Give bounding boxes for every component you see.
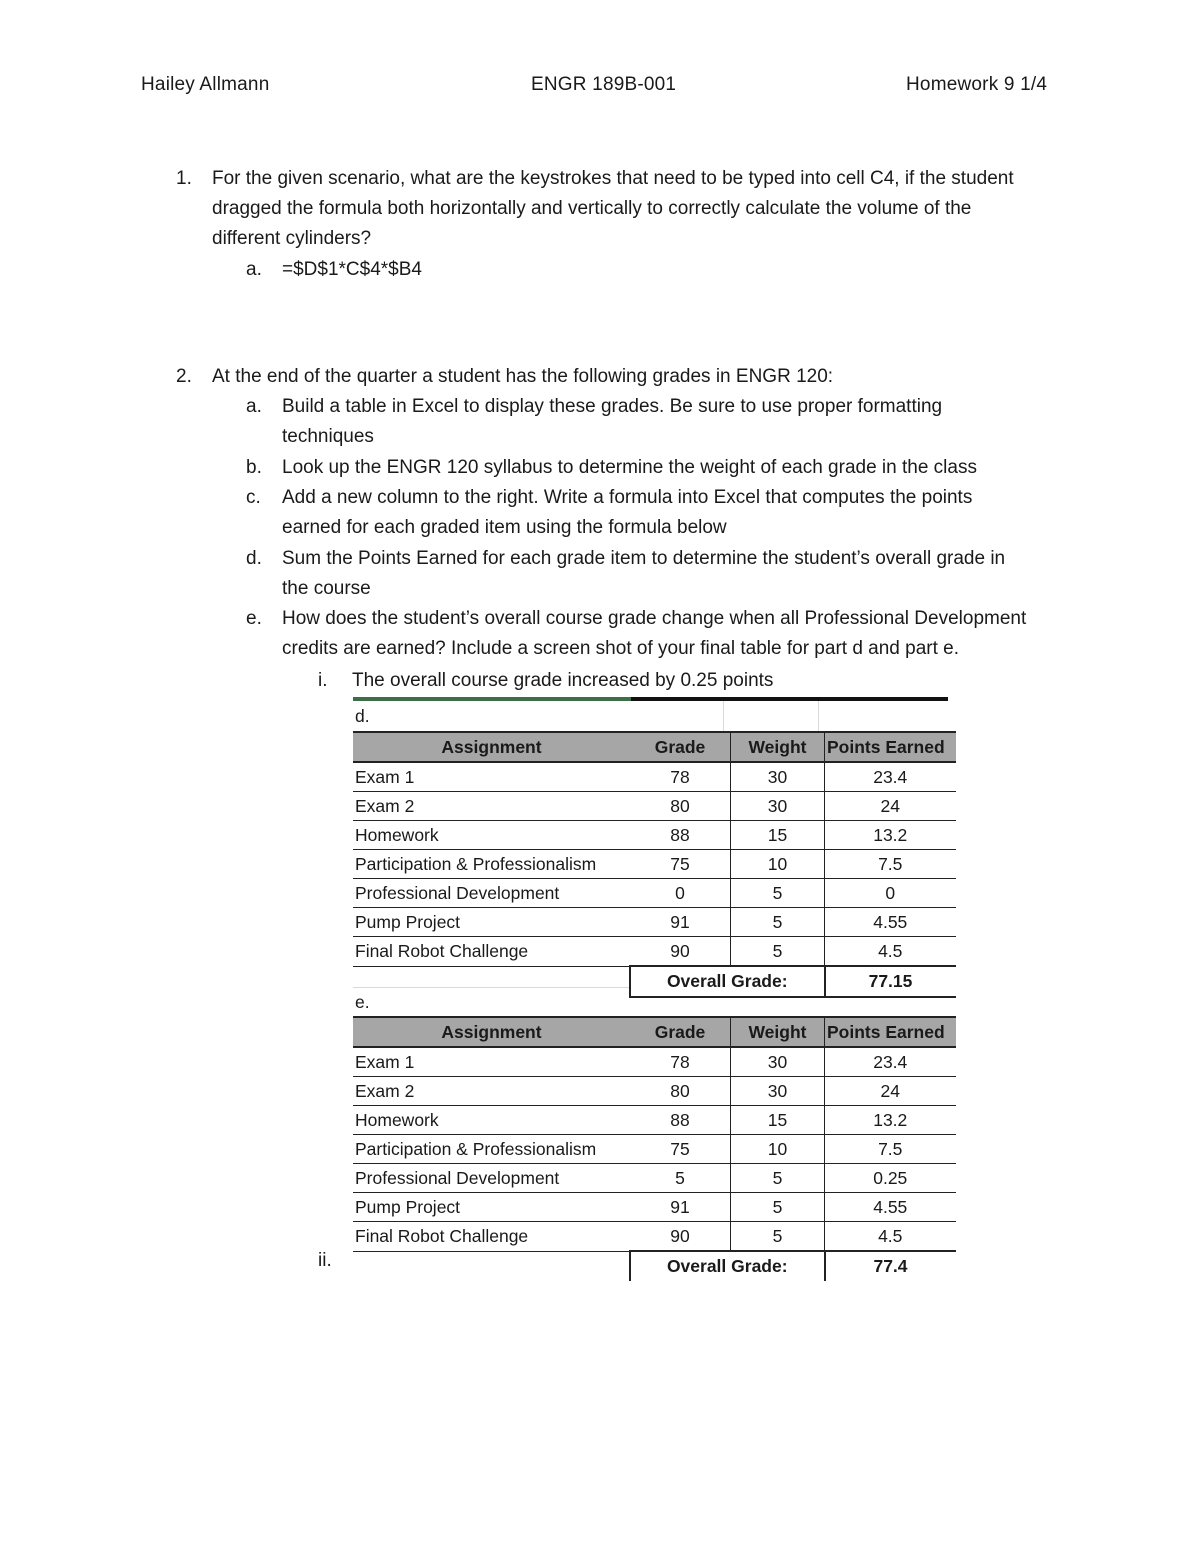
- cell-weight: 15: [731, 821, 825, 850]
- cell-points: 0: [825, 879, 956, 908]
- table-d-label: d.: [355, 706, 370, 726]
- q2-item-e-marker: e.: [246, 608, 262, 629]
- overall-grade-value: 77.15: [825, 966, 956, 997]
- gridline: [723, 701, 724, 731]
- cell-points: 7.5: [825, 1135, 956, 1164]
- q1-text-line2: dragged the formula both horizontally and vertically to correctly calculate the volume of the: [212, 198, 972, 219]
- header-weight: Weight: [731, 1017, 825, 1047]
- cell-grade: 91: [630, 1193, 731, 1222]
- table-row: [353, 1164, 956, 1193]
- cell-points: 13.2: [825, 1106, 956, 1135]
- cell-points: 0.25: [825, 1164, 956, 1193]
- cell-points: 23.4: [825, 762, 956, 792]
- cell-points: 7.5: [825, 850, 956, 879]
- table-e-label: e.: [355, 992, 370, 1012]
- cell-grade: 90: [630, 1222, 731, 1252]
- q2-item-e-line2: credits are earned? Include a screen shot of your final table for part d and part e.: [282, 638, 960, 659]
- q2-sub-i-marker: i.: [318, 670, 328, 691]
- header-points-earned: Points Earned: [825, 732, 956, 762]
- cell-grade: 0: [630, 879, 731, 908]
- cell-weight: 5: [731, 937, 825, 967]
- table-row: [353, 1047, 956, 1077]
- header-grade: Grade: [630, 732, 731, 762]
- q1-answer-marker: a.: [246, 259, 262, 280]
- header-grade: Grade: [630, 1017, 731, 1047]
- cell-assignment: Homework: [353, 1106, 630, 1135]
- cell-weight: 30: [731, 762, 825, 792]
- table-row: [353, 937, 956, 967]
- table-row: [353, 879, 956, 908]
- cell-grade: 88: [630, 1106, 731, 1135]
- table-row: [353, 1077, 956, 1106]
- table-d-total-row: [353, 966, 956, 997]
- q2-item-c-line2: earned for each graded item using the formula below: [282, 517, 727, 538]
- q2-sub-ii-marker: ii.: [318, 1250, 332, 1271]
- q2-sub-i-text: The overall course grade increased by 0.25 points: [352, 670, 774, 691]
- q2-item-e-line1: How does the student’s overall course grade change when all Professional Development: [282, 608, 1027, 629]
- header-assignment: Assignment: [353, 732, 630, 762]
- q2-item-d-marker: d.: [246, 548, 262, 569]
- header-weight: Weight: [731, 732, 825, 762]
- cell-weight: 30: [731, 792, 825, 821]
- table-row: [353, 1135, 956, 1164]
- cell-grade: 80: [630, 792, 731, 821]
- cell-weight: 5: [731, 1193, 825, 1222]
- table-row: [353, 762, 956, 792]
- header-name: Hailey Allmann: [141, 74, 270, 95]
- cell-weight: 30: [731, 1047, 825, 1077]
- q2-item-b-marker: b.: [246, 457, 262, 478]
- cell-weight: 5: [731, 879, 825, 908]
- table-row: [353, 1193, 956, 1222]
- cell-weight: 5: [731, 908, 825, 937]
- cell-points: 13.2: [825, 821, 956, 850]
- table-d: [353, 731, 956, 998]
- q2-text: At the end of the quarter a student has the following grades in ENGR 120:: [212, 366, 834, 387]
- cell-points: 23.4: [825, 1047, 956, 1077]
- q2-item-d-line1: Sum the Points Earned for each grade item to determine the student’s overall grade in: [282, 548, 1006, 569]
- table-row: [353, 908, 956, 937]
- cell-assignment: Professional Development: [353, 879, 630, 908]
- q2-item-c-line1: Add a new column to the right. Write a formula into Excel that computes the points: [282, 487, 973, 508]
- cell-weight: 10: [731, 1135, 825, 1164]
- header-page: Homework 9 1/4: [906, 74, 1048, 95]
- cell-assignment: Pump Project: [353, 908, 630, 937]
- cell-assignment: Final Robot Challenge: [353, 937, 630, 967]
- cell-grade: 5: [630, 1164, 731, 1193]
- table-e-header-row: [353, 1017, 956, 1047]
- cell-grade: 90: [630, 937, 731, 967]
- overall-grade-label: Overall Grade:: [630, 966, 825, 997]
- cell-assignment: Pump Project: [353, 1193, 630, 1222]
- cell-grade: 88: [630, 821, 731, 850]
- table-d-header-row: [353, 732, 956, 762]
- cell-grade: 75: [630, 1135, 731, 1164]
- cell-assignment: Final Robot Challenge: [353, 1222, 630, 1252]
- cell-grade: 75: [630, 850, 731, 879]
- cell-grade: 80: [630, 1077, 731, 1106]
- cell-points: 4.55: [825, 908, 956, 937]
- q1-text-line3: different cylinders?: [212, 228, 372, 249]
- cell-assignment: Participation & Professionalism: [353, 850, 630, 879]
- table-row: [353, 850, 956, 879]
- table-row: [353, 821, 956, 850]
- sheet-top-border-green: [353, 697, 631, 701]
- header-course: ENGR 189B-001: [531, 74, 677, 95]
- q1-number: 1.: [176, 168, 192, 189]
- cell-assignment: Homework: [353, 821, 630, 850]
- cell-grade: 91: [630, 908, 731, 937]
- cell-assignment: Participation & Professionalism: [353, 1135, 630, 1164]
- overall-grade-label: Overall Grade:: [630, 1251, 825, 1281]
- overall-grade-value: 77.4: [825, 1251, 956, 1281]
- cell-points: 4.55: [825, 1193, 956, 1222]
- table-row: [353, 792, 956, 821]
- cell-grade: 78: [630, 762, 731, 792]
- cell-assignment: Exam 1: [353, 1047, 630, 1077]
- q2-item-b-line1: Look up the ENGR 120 syllabus to determine the weight of each grade in the class: [282, 457, 977, 478]
- cell-points: 4.5: [825, 937, 956, 967]
- total-spacer: [353, 1251, 630, 1281]
- table-e: [353, 1016, 956, 1281]
- cell-points: 24: [825, 1077, 956, 1106]
- cell-weight: 5: [731, 1164, 825, 1193]
- total-spacer: [353, 966, 630, 997]
- header-assignment: Assignment: [353, 1017, 630, 1047]
- q2-item-a-line1: Build a table in Excel to display these grades. Be sure to use proper formatting: [282, 396, 943, 417]
- gridline: [818, 701, 819, 731]
- q2-number: 2.: [176, 366, 192, 387]
- q2-item-c-marker: c.: [246, 487, 261, 508]
- cell-weight: 10: [731, 850, 825, 879]
- cell-weight: 15: [731, 1106, 825, 1135]
- table-row: [353, 1222, 956, 1252]
- q2-item-a-line2: techniques: [282, 426, 374, 447]
- cell-assignment: Exam 2: [353, 792, 630, 821]
- q1-text-line1: For the given scenario, what are the keystrokes that need to be typed into cell C4, if the student: [212, 168, 1014, 189]
- cell-grade: 78: [630, 1047, 731, 1077]
- q2-item-a-marker: a.: [246, 396, 262, 417]
- cell-points: 4.5: [825, 1222, 956, 1252]
- cell-weight: 5: [731, 1222, 825, 1252]
- header-points-earned: Points Earned: [825, 1017, 956, 1047]
- q1-answer: =$D$1*C$4*$B4: [282, 259, 422, 280]
- cell-assignment: Exam 2: [353, 1077, 630, 1106]
- cell-weight: 30: [731, 1077, 825, 1106]
- cell-assignment: Professional Development: [353, 1164, 630, 1193]
- table-row: [353, 1106, 956, 1135]
- table-e-total-row: [353, 1251, 956, 1281]
- sheet-top-border-black: [631, 697, 948, 701]
- q2-item-d-line2: the course: [282, 578, 371, 599]
- cell-assignment: Exam 1: [353, 762, 630, 792]
- cell-points: 24: [825, 792, 956, 821]
